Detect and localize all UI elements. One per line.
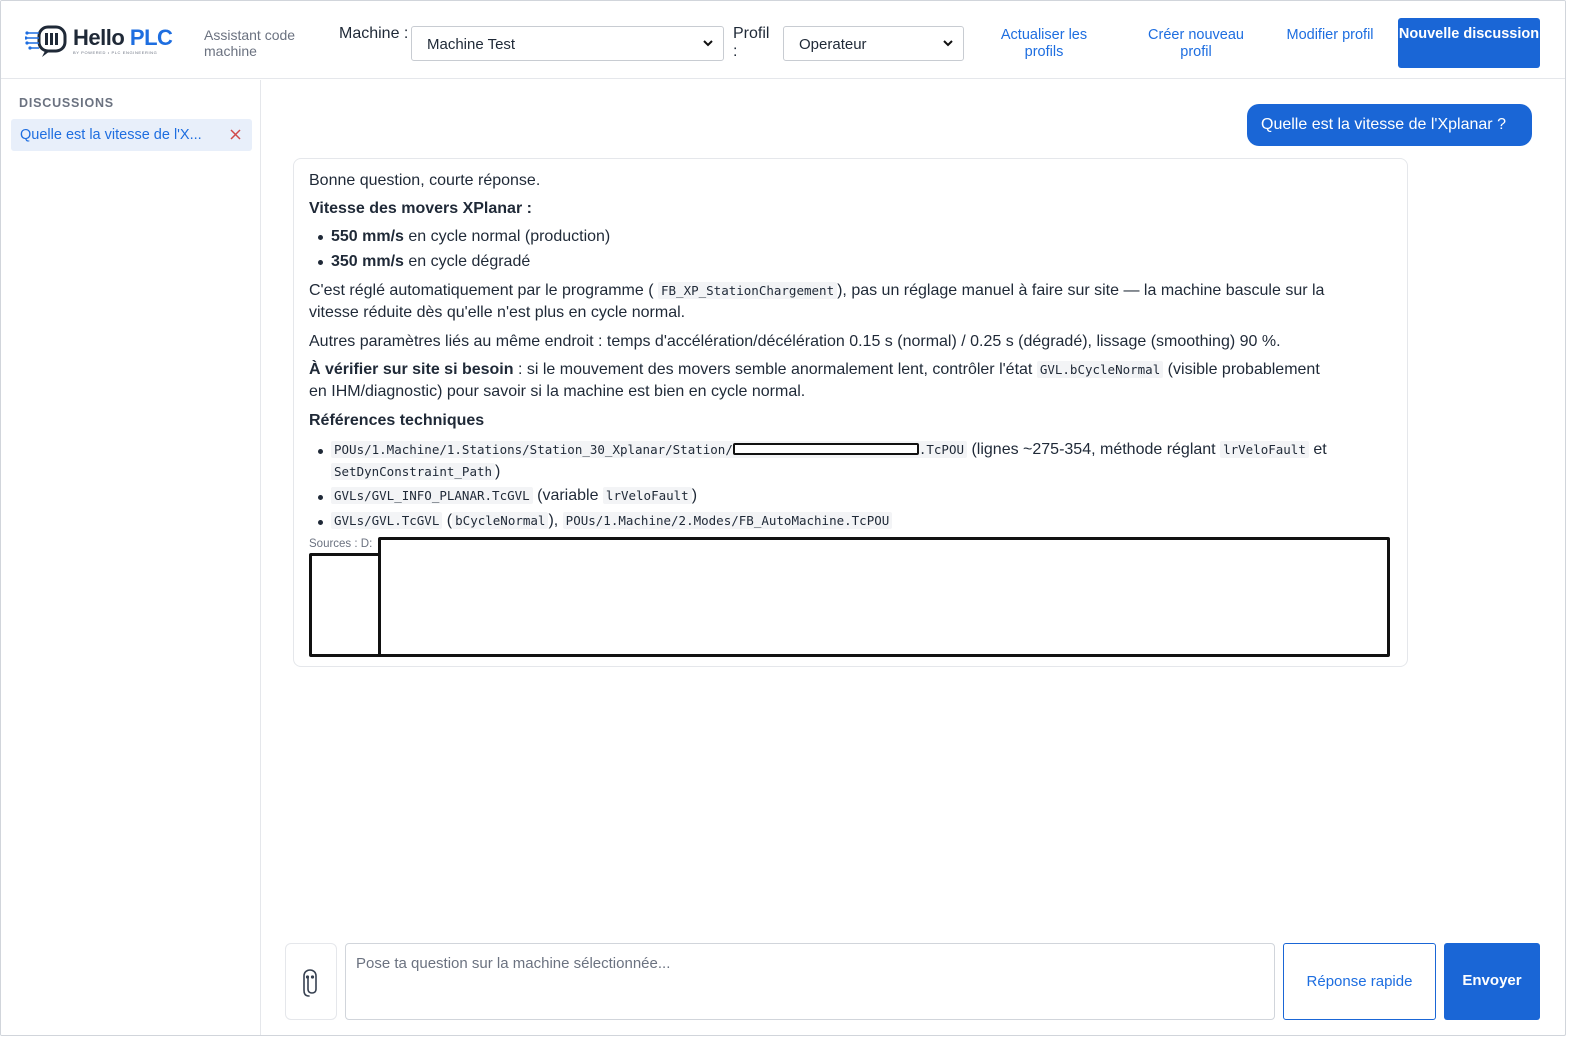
send-button[interactable]: Envoyer bbox=[1444, 943, 1540, 1020]
bullet bbox=[318, 260, 323, 265]
new-discussion-button[interactable]: Nouvelle discussion bbox=[1398, 18, 1540, 68]
ref2-close: ) bbox=[691, 487, 698, 504]
logo-main-text: Hello bbox=[73, 25, 125, 50]
machine-select[interactable] bbox=[411, 26, 724, 61]
speed-item-normal bbox=[331, 226, 610, 248]
attach-button[interactable] bbox=[285, 943, 337, 1020]
close-icon[interactable] bbox=[229, 128, 242, 141]
answer-intro: Bonne question, courte réponse. bbox=[309, 172, 541, 189]
hello-plc-logo-icon bbox=[25, 23, 69, 59]
logo-wordmark bbox=[73, 25, 172, 51]
app-subtitle: Assistant code machine bbox=[204, 27, 296, 59]
speed-item-degraded bbox=[331, 251, 530, 273]
ref1-code: lrVeloFault bbox=[1220, 441, 1309, 458]
logo-accent-text: PLC bbox=[129, 25, 173, 50]
logo-tagline: BY POWERED • PLC ENGINEERING bbox=[73, 50, 158, 55]
redacted-block bbox=[378, 537, 1390, 657]
machine-label: Machine : bbox=[339, 25, 409, 42]
ref1-and: et bbox=[1308, 441, 1327, 458]
answer-auto-line2: vitesse réduite dès qu'elle n'est plus en cycle normal. bbox=[309, 304, 686, 321]
answer-check-line1 bbox=[309, 359, 1320, 381]
check-bold: À vérifier sur site si besoin bbox=[309, 361, 514, 378]
top-bar bbox=[1, 1, 1565, 79]
answer-auto-line1 bbox=[309, 280, 1324, 302]
hello-plc-logo bbox=[25, 23, 185, 61]
ref3-text-b: ), bbox=[548, 512, 563, 529]
refs-heading-text: Références techniques bbox=[309, 412, 485, 429]
speed-normal-value: 550 mm/s bbox=[331, 228, 404, 245]
answer-speed-heading bbox=[309, 198, 532, 220]
bullet bbox=[318, 449, 323, 454]
speed-degraded-value: 350 mm/s bbox=[331, 253, 404, 270]
check-text-b: (visible probablement bbox=[1163, 361, 1320, 378]
ref-item-1-line2 bbox=[331, 461, 500, 483]
quick-reply-button[interactable]: Réponse rapide bbox=[1283, 943, 1436, 1020]
refresh-profiles-link[interactable]: Actualiser les profils bbox=[1000, 27, 1088, 60]
edit-profile-link[interactable]: Modifier profil bbox=[1286, 27, 1374, 43]
ref2-code2: lrVeloFault bbox=[603, 487, 692, 504]
profile-label: Profil : bbox=[733, 25, 770, 60]
ref-item-2 bbox=[331, 485, 697, 507]
chevron-down-icon bbox=[702, 37, 714, 49]
ref-item-3 bbox=[331, 510, 892, 532]
ref3-text-a: ( bbox=[442, 512, 453, 529]
question-input-placeholder: Pose ta question sur la machine sélectionnée... bbox=[356, 955, 671, 972]
sidebar bbox=[1, 80, 261, 1036]
create-profile-link[interactable]: Créer nouveau profil bbox=[1148, 27, 1244, 60]
ref1-text: (lignes ~275-354, méthode réglant bbox=[967, 441, 1221, 458]
profile-select[interactable] bbox=[783, 26, 964, 61]
sidebar-title: DISCUSSIONS bbox=[19, 96, 114, 110]
ref1-path-text: POUs/1.Machine/1.Stations/Station_30_Xplanar/Station/ bbox=[334, 442, 733, 457]
redacted-block bbox=[733, 443, 919, 455]
ref1-ext: .TcPOU bbox=[918, 442, 965, 457]
redacted-block bbox=[309, 553, 381, 657]
ref3-code3: POUs/1.Machine/2.Modes/FB_AutoMachine.TcPOU bbox=[563, 512, 893, 529]
question-input[interactable] bbox=[345, 943, 1275, 1020]
paperclip-icon bbox=[301, 968, 323, 1000]
sources-line: Sources : D: bbox=[309, 538, 373, 550]
profile-select-value: Operateur bbox=[799, 36, 867, 53]
ref-item-1-line1 bbox=[331, 439, 1327, 461]
speed-degraded-text: en cycle dégradé bbox=[403, 253, 531, 270]
user-message: Quelle est la vitesse de l'Xplanar ? bbox=[1247, 104, 1532, 146]
ref1-path bbox=[331, 441, 967, 458]
assistant-answer bbox=[293, 158, 1408, 667]
bullet bbox=[318, 495, 323, 500]
check-text-a: : si le mouvement des movers semble anormalement lent, contrôler l'état bbox=[513, 361, 1037, 378]
ref3-code: GVLs/GVL.TcGVL bbox=[331, 512, 442, 529]
speed-heading-text: Vitesse des movers XPlanar : bbox=[309, 200, 532, 217]
ref1-close: ) bbox=[495, 463, 501, 480]
auto-code: FB_XP_StationChargement bbox=[658, 282, 837, 299]
ref3-code2: bCycleNormal bbox=[452, 512, 548, 529]
sidebar-item-label: Quelle est la vitesse de l'X... bbox=[20, 127, 202, 143]
bullet bbox=[318, 520, 323, 525]
speed-normal-text: en cycle normal (production) bbox=[403, 228, 611, 245]
ref2-code: GVLs/GVL_INFO_PLANAR.TcGVL bbox=[331, 487, 533, 504]
sidebar-item-discussion[interactable] bbox=[11, 119, 252, 151]
answer-check-line2: en IHM/diagnostic) pour savoir si la machine est bien en cycle normal. bbox=[309, 383, 806, 400]
auto-text-a: C'est réglé automatiquement par le programme ( bbox=[309, 282, 654, 299]
ref2-text: (variable bbox=[532, 487, 603, 504]
answer-refs-heading bbox=[309, 410, 484, 432]
auto-text-b: ), pas un réglage manuel à faire sur site — la machine bascule sur la bbox=[837, 282, 1325, 299]
chevron-down-icon bbox=[942, 37, 954, 49]
bullet bbox=[318, 235, 323, 240]
ref1-code2: SetDynConstraint_Path bbox=[331, 463, 495, 480]
machine-select-value: Machine Test bbox=[427, 36, 516, 53]
check-code: GVL.bCycleNormal bbox=[1037, 361, 1163, 378]
answer-params: Autres paramètres liés au même endroit : temps d'accélération/décélération 0.15 s (normal) / 0.25 s (dégradé), lissage (smoothing) 90 %. bbox=[309, 333, 1281, 350]
